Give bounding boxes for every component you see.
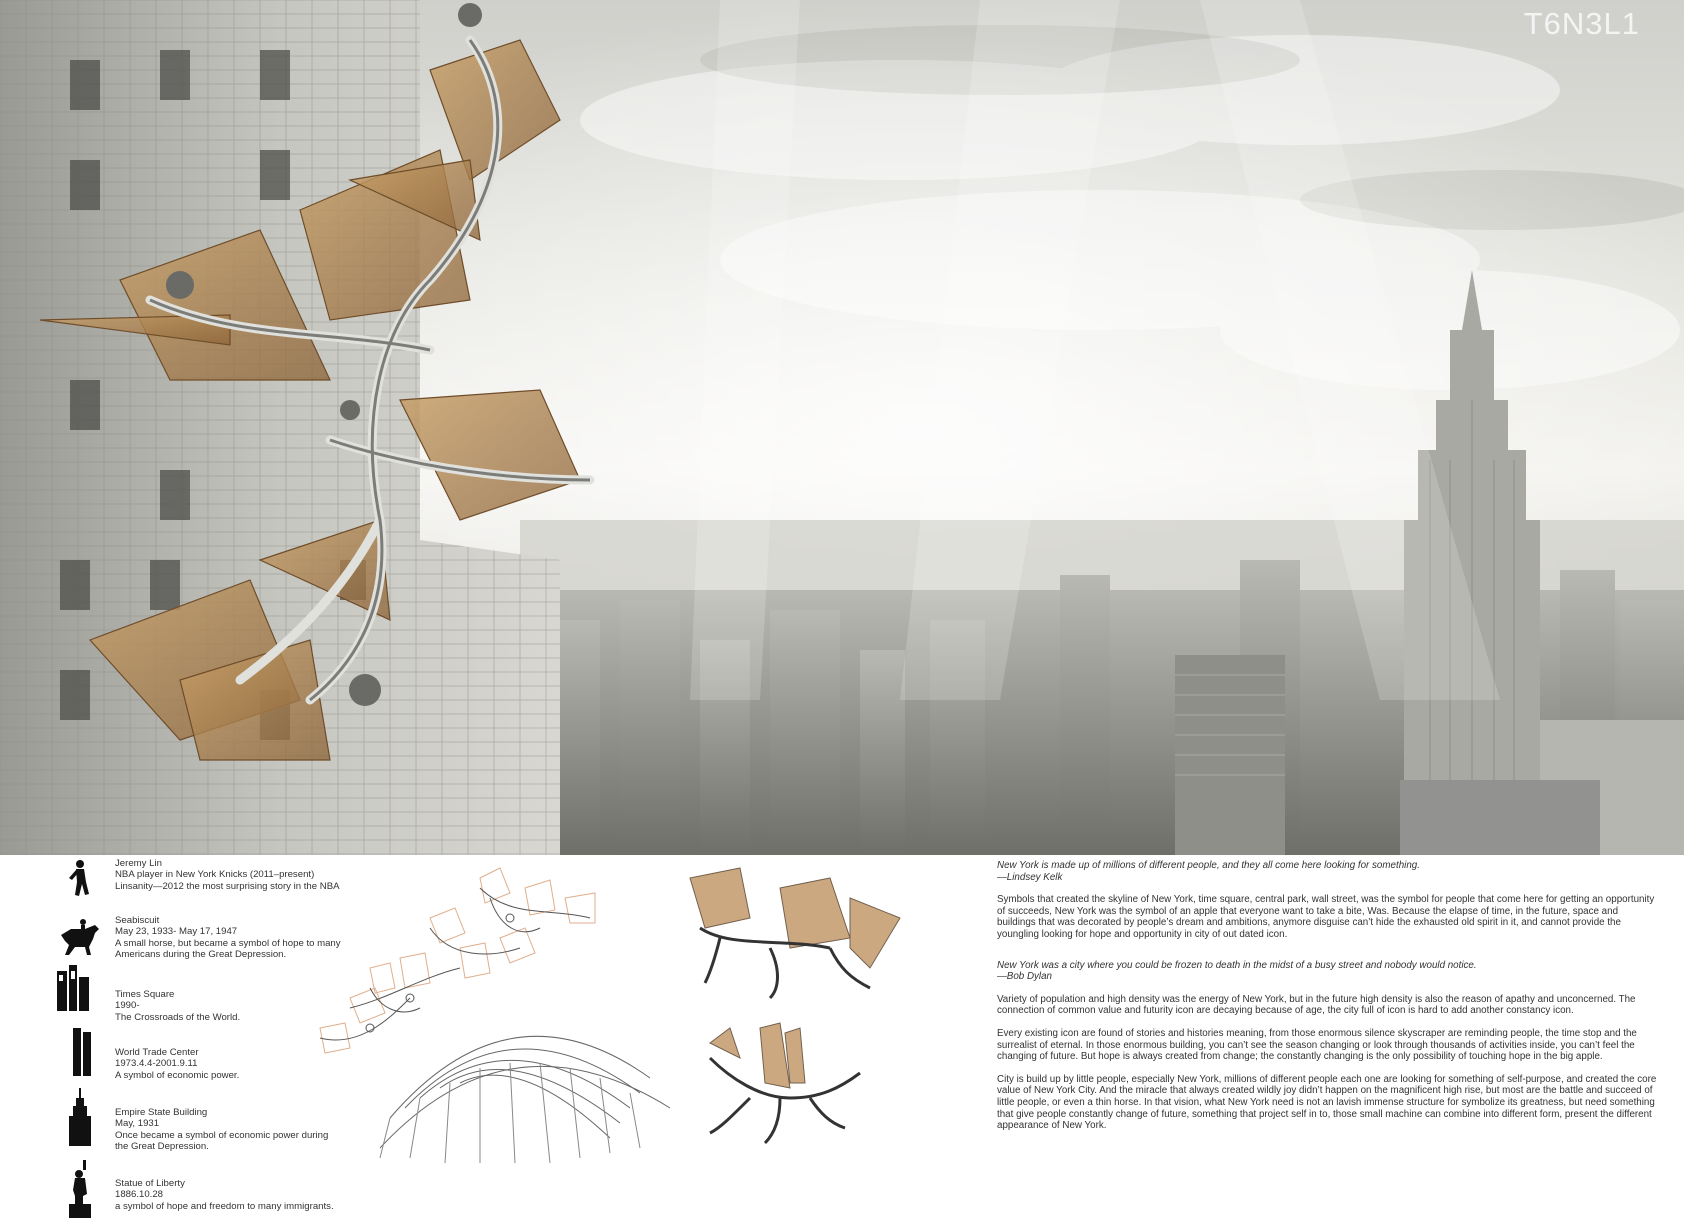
project-code: T6N3L1 (1523, 6, 1640, 41)
paragraph-3: Every existing icon are found of stories and histories meaning, from those enormous silence skyscraper are reminding people, the time stop and the surrealist of eternal. In those enormous building, you can’t see the season changing or look through thousands of activities inside, you can’t feel the changing of future. But hope is always created from change; the constantly changing is the only possibility of touching hope in the big apple. (997, 1027, 1637, 1063)
empire-state-icon (55, 1088, 107, 1140)
legend-line: the Great Depression. (115, 1141, 209, 1153)
legend-title: Statue of Liberty (115, 1178, 185, 1189)
insect-model-bottom (710, 1023, 860, 1143)
machine-drawings (310, 858, 970, 1188)
insect-swarm-drawing (320, 868, 595, 1053)
legend-line: Americans during the Great Depression. (115, 949, 287, 961)
person-silhouette-icon (55, 858, 107, 910)
legend-line: Once became a symbol of economic power during (115, 1129, 329, 1141)
horse-rider-icon (55, 915, 107, 967)
paragraph-2: Variety of population and high density was the energy of New York, but in the future high density is also the reason of apathy and unconcerned. The connection of common value and futurity icon are decaying because of age, the city full of icon is hard to add another constancy icon. (997, 993, 1636, 1017)
lattice-structure-drawing (380, 1036, 670, 1163)
legend-line: Linsanity—2012 the most surprising story in the NBA (115, 880, 340, 892)
paragraph-1: Symbols that created the skyline of New York, time square, central park, wall street, was the symbol for people that come here for getting an opportunity of succeeds, New York was the symbol of an apple that everyone want to take a bite, Was. Because the elapse of time, in the future, space and buildings that was decorated by people’s dream and ambitions, anymore disguise can’t hide the exhausted old spirit in it, and cannot provide the youngling looking for hope and opportunity in city of out dated icon. (997, 894, 1655, 940)
legend-line: A small horse, but became a symbol of hope to many (115, 937, 341, 949)
legend-title: Seabiscuit (115, 915, 160, 926)
legend-line: A symbol of economic power. (115, 1069, 240, 1081)
legend-line: 1990- (115, 1000, 140, 1012)
legend-title: World Trade Center (115, 1047, 199, 1058)
twin-towers-icon (55, 1028, 107, 1080)
insect-model-top (690, 868, 900, 998)
legend-line: The Crossroads of the World. (115, 1011, 241, 1023)
legend-line: 1886.10.28 (115, 1189, 164, 1201)
essay-text (997, 860, 1657, 1143)
quote-author-kelk: —Lindsey Kelk (997, 871, 1063, 883)
legend-line: May 23, 1933- May 17, 1947 (115, 926, 238, 938)
quote-author-dylan: —Bob Dylan (997, 971, 1052, 983)
legend-line: NBA player in New York Knicks (2011–present) (115, 869, 315, 881)
statue-of-liberty-icon (55, 1160, 107, 1212)
legend-title: Times Square (115, 989, 175, 1000)
quote-kelk: New York is made up of millions of different people, and they all come here looking for something. (997, 860, 1420, 871)
legend-title: Jeremy Lin (115, 858, 162, 869)
legend-line: a symbol of hope and freedom to many immigrants. (115, 1200, 334, 1212)
paragraph-4: City is build up by little people, especially New York, millions of different people each one are looking for something of self-purpose, and created the core value of New York City. And the miracle that always created wildly joy didn’t happen on the magnificent high rise, but most are the battle and succeed of little people, or even a thin horse. In that vision, what New York need is not an lavish immense structure for symbolize its greatness, but need something that give people constantly change of future, something that project self in to, those small machine can combine into different form, present the different appearance of New York. (997, 1073, 1657, 1132)
times-square-icon (55, 961, 107, 1013)
legend-line: 1973.4.4-2001.9.11 (115, 1058, 198, 1070)
legend-line: May, 1931 (115, 1118, 160, 1130)
quote-dylan: New York was a city where you could be frozen to death in the midst of a busy street and nobody would notice. (997, 959, 1477, 971)
legend-title: Empire State Building (115, 1107, 208, 1118)
